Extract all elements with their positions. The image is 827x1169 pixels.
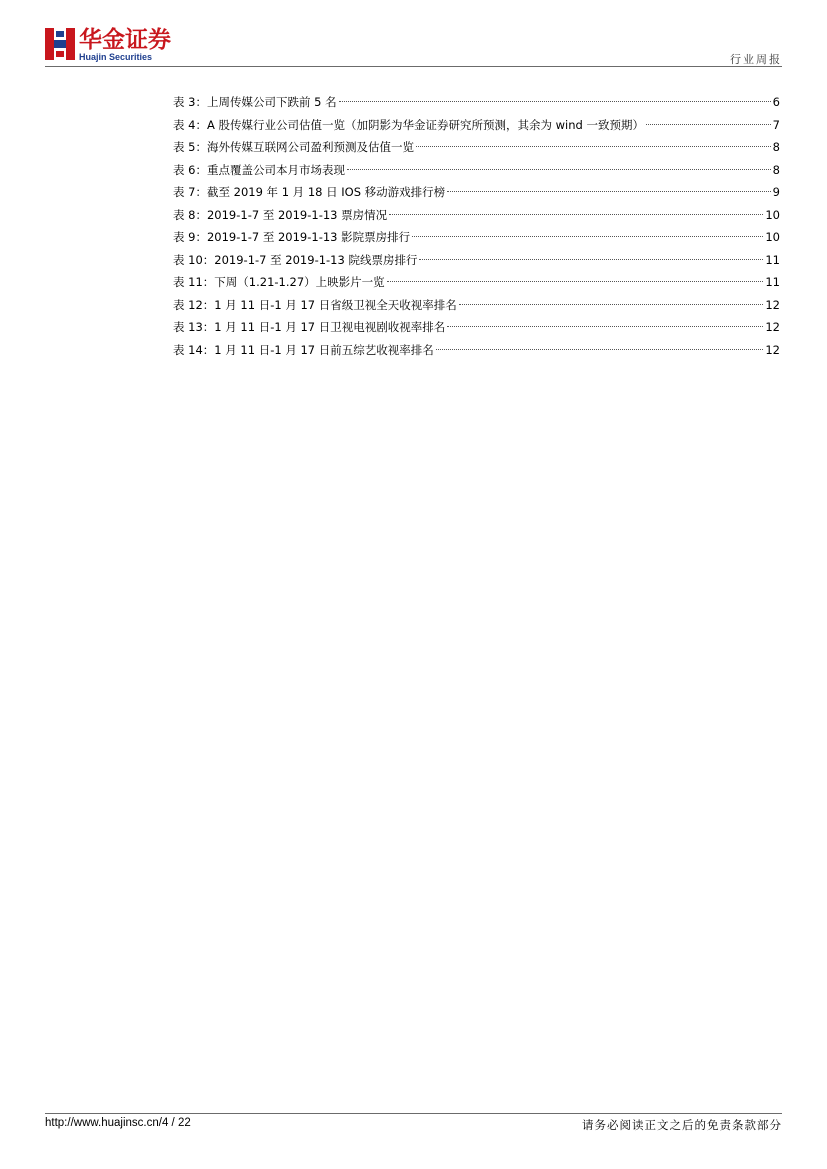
toc-entry-label: 表 10：2019-1-7 至 2019-1-13 院线票房排行 bbox=[173, 252, 418, 267]
toc-entry-label: 表 9：2019-1-7 至 2019-1-13 影院票房排行 bbox=[173, 230, 411, 244]
toc-entry-label: 表 4：A 股传媒行业公司估值一览（加阴影为华金证券研究所预测，其余为 wind 一致预期） bbox=[173, 117, 644, 132]
table-of-contents bbox=[173, 91, 780, 361]
toc-dot-leader bbox=[416, 146, 771, 147]
toc-entry[interactable] bbox=[173, 339, 780, 362]
toc-entry-page-number: 10 bbox=[765, 230, 780, 244]
toc-dot-leader bbox=[339, 101, 771, 102]
toc-entry-page-number: 7 bbox=[772, 117, 780, 132]
toc-entry[interactable] bbox=[173, 226, 780, 249]
toc-entry[interactable] bbox=[173, 249, 780, 272]
toc-entry-page-number: 12 bbox=[765, 342, 780, 357]
toc-entry-page-number: 8 bbox=[772, 140, 780, 154]
toc-dot-leader bbox=[436, 349, 764, 350]
toc-entry-page-number: 12 bbox=[765, 297, 780, 312]
toc-dot-leader bbox=[459, 304, 764, 305]
logo-english-name: Huajin Securities bbox=[79, 52, 153, 62]
toc-entry[interactable] bbox=[173, 316, 780, 339]
toc-entry-page-number: 12 bbox=[765, 320, 780, 334]
company-logo bbox=[45, 28, 171, 64]
toc-dot-leader bbox=[646, 124, 771, 125]
toc-entry-page-number: 11 bbox=[765, 252, 780, 267]
toc-entry[interactable] bbox=[173, 204, 780, 227]
toc-entry[interactable] bbox=[173, 114, 780, 137]
huajin-logo-icon bbox=[45, 28, 75, 60]
logo-chinese-name: 华金证券 bbox=[79, 27, 171, 53]
toc-dot-leader bbox=[387, 281, 764, 282]
toc-dot-leader bbox=[347, 169, 771, 170]
toc-entry-label: 表 13：1 月 11 日-1 月 17 日卫视电视剧收视率排名 bbox=[173, 320, 446, 334]
footer-disclaimer: 请务必阅读正文之后的免责条款部分 bbox=[582, 1118, 782, 1132]
toc-dot-leader bbox=[447, 326, 763, 327]
toc-entry-label: 表 14：1 月 11 日-1 月 17 日前五综艺收视率排名 bbox=[173, 342, 434, 357]
footer-divider bbox=[45, 1113, 782, 1114]
toc-entry[interactable] bbox=[173, 294, 780, 317]
toc-entry-label: 表 11：下周（1.21-1.27）上映影片一览 bbox=[173, 275, 385, 289]
toc-entry-page-number: 11 bbox=[765, 275, 780, 289]
toc-entry-page-number: 9 bbox=[772, 185, 780, 199]
toc-dot-leader bbox=[412, 236, 763, 237]
page-header bbox=[45, 24, 782, 68]
toc-entry-page-number: 8 bbox=[772, 162, 780, 177]
toc-entry-label: 表 6：重点覆盖公司本月市场表现 bbox=[173, 162, 345, 177]
toc-entry[interactable] bbox=[173, 271, 780, 294]
toc-entry-page-number: 6 bbox=[772, 95, 780, 109]
toc-entry[interactable] bbox=[173, 159, 780, 182]
header-divider bbox=[45, 66, 782, 67]
toc-entry-label: 表 3：上周传媒公司下跌前 5 名 bbox=[173, 95, 337, 109]
toc-entry[interactable] bbox=[173, 181, 780, 204]
toc-entry-label: 表 12：1 月 11 日-1 月 17 日省级卫视全天收视率排名 bbox=[173, 297, 457, 312]
toc-dot-leader bbox=[447, 191, 770, 192]
toc-entry-label: 表 8：2019-1-7 至 2019-1-13 票房情况 bbox=[173, 207, 388, 222]
footer-url-page-number[interactable]: http://www.huajinsc.cn/4 / 22 bbox=[45, 1117, 191, 1129]
toc-entry-label: 表 7：截至 2019 年 1 月 18 日 IOS 移动游戏排行榜 bbox=[173, 185, 446, 199]
toc-dot-leader bbox=[389, 214, 763, 215]
report-type: 行业周报 bbox=[730, 53, 782, 66]
toc-entry[interactable] bbox=[173, 136, 780, 159]
toc-entry-page-number: 10 bbox=[765, 207, 780, 222]
toc-entry-label: 表 5：海外传媒互联网公司盈利预测及估值一览 bbox=[173, 140, 414, 154]
toc-dot-leader bbox=[419, 259, 763, 260]
toc-entry[interactable] bbox=[173, 91, 780, 114]
